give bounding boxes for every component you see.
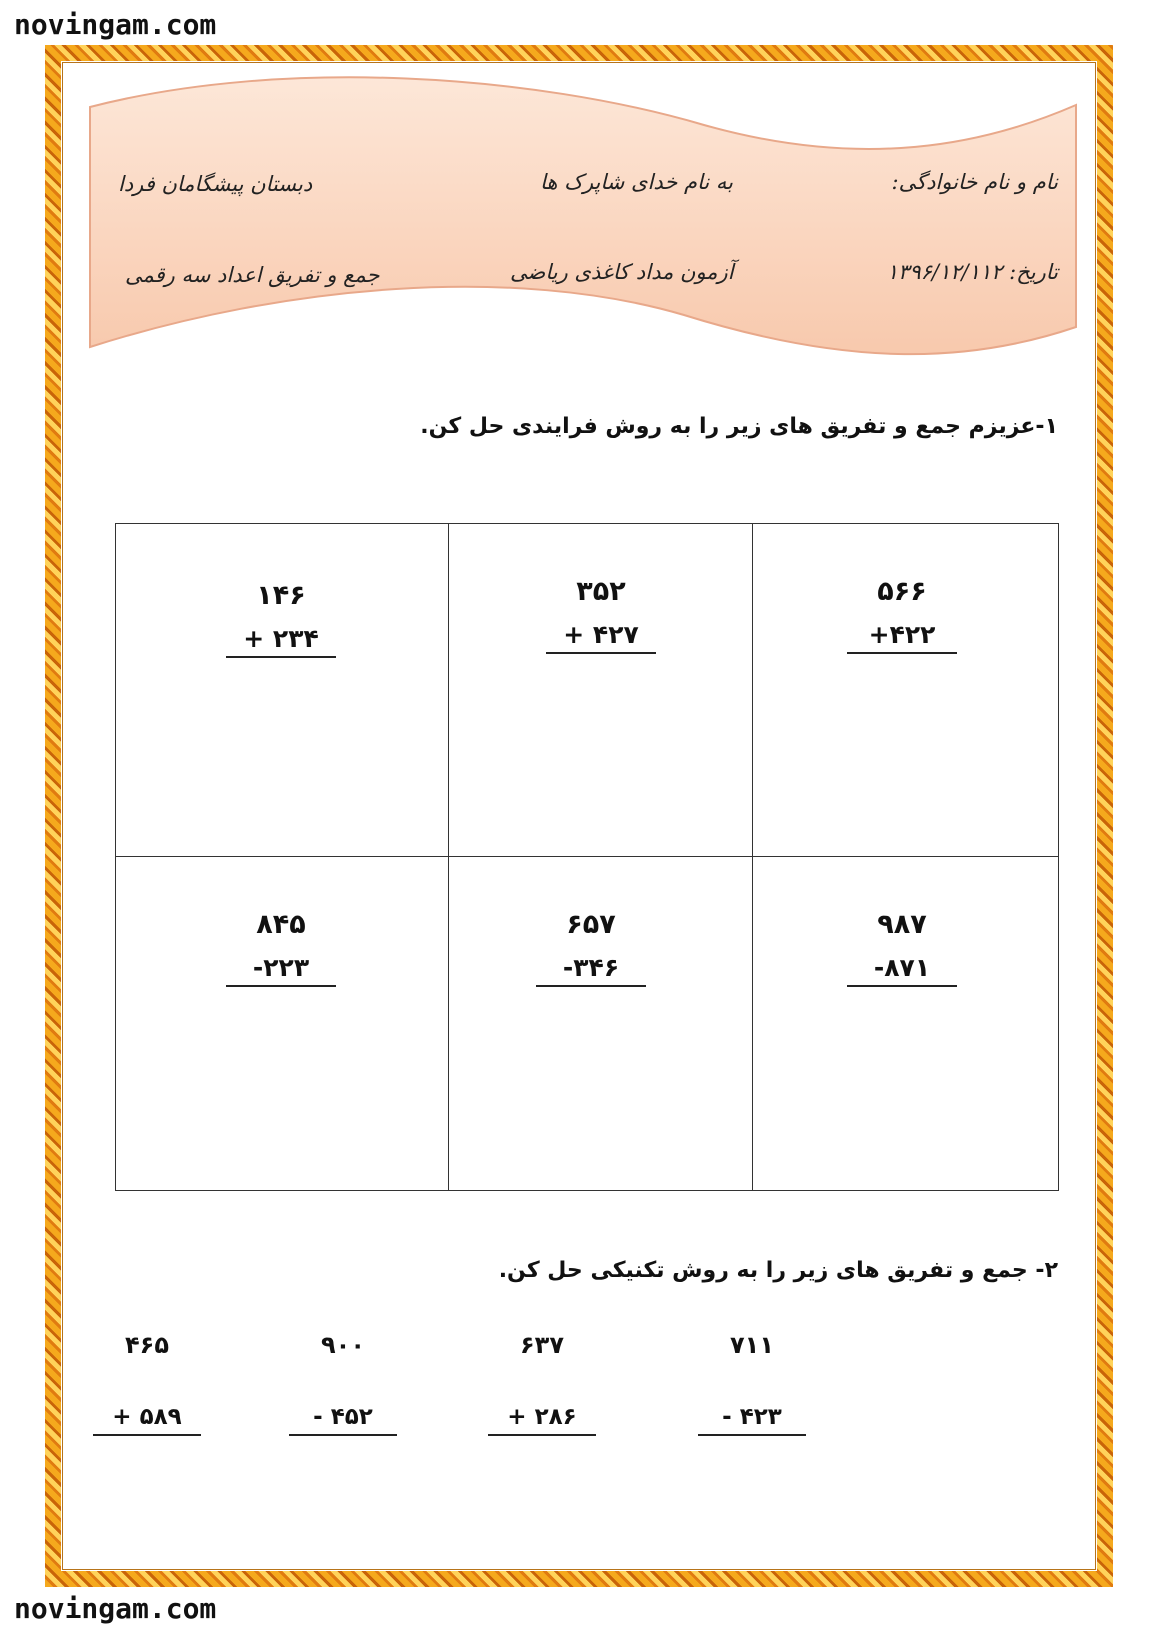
exam-title: آزمون مداد کاغذی ریاضی (510, 260, 734, 284)
second-number: -۲۲۳ (226, 951, 336, 987)
problem-cell (847, 574, 957, 654)
question-2-title: ۲- جمع و تفریق های زیر را به روش تکنیکی حل کن. (498, 1258, 1058, 1283)
first-number: ۷۱۱ (730, 1331, 774, 1359)
first-number: ۴۶۵ (125, 1331, 169, 1359)
first-number: ۶۵۷ (566, 909, 616, 940)
problem-cell (226, 907, 336, 987)
column-problem (289, 1328, 397, 1436)
second-number: - ۴۲۳ (698, 1400, 806, 1436)
second-number: - ۴۵۲ (289, 1400, 397, 1436)
first-number: ۹۸۷ (877, 909, 927, 940)
school-name: دبستان پیشگامان فردا (118, 172, 313, 196)
problem-grid (115, 523, 1059, 1191)
first-number: ۹۰۰ (321, 1331, 365, 1359)
page-heading: به نام خدای شاپرک ها (540, 170, 734, 194)
column-problem (488, 1328, 596, 1436)
watermark-bottom: novingam.com (14, 1592, 217, 1625)
second-number: +۴۲۲ (847, 618, 957, 654)
first-number: ۳۵۲ (576, 576, 626, 607)
first-number: ۸۴۵ (256, 909, 306, 940)
second-number: + ۲۳۴ (226, 622, 336, 658)
name-label: نام و نام خانوادگی: (891, 170, 1058, 194)
first-number: ۵۶۶ (877, 576, 927, 607)
problem-cell (536, 907, 646, 987)
first-number: ۱۴۶ (256, 580, 306, 611)
second-number: + ۴۲۷ (546, 618, 656, 654)
second-number: + ۵۸۹ (93, 1400, 201, 1436)
question-1-title: ۱-عزیزم جمع و تفریق های زیر را به روش فرایندی حل کن. (420, 414, 1058, 439)
problem-cell (847, 907, 957, 987)
second-number: -۳۴۶ (536, 951, 646, 987)
second-number: -۸۷۱ (847, 951, 957, 987)
exam-date: تاریخ: ۱۳۹۶/۱۲/۱۱۲ (886, 260, 1058, 284)
column-problem (698, 1328, 806, 1436)
exam-topic: جمع و تفریق اعداد سه رقمی (125, 263, 380, 287)
header-banner (84, 75, 1084, 365)
first-number: ۶۳۷ (520, 1331, 564, 1359)
problem-cell (546, 574, 656, 654)
watermark-top: novingam.com (14, 8, 217, 41)
problem-cell (226, 578, 336, 658)
second-number: + ۲۸۶ (488, 1400, 596, 1436)
column-problem (93, 1328, 201, 1436)
